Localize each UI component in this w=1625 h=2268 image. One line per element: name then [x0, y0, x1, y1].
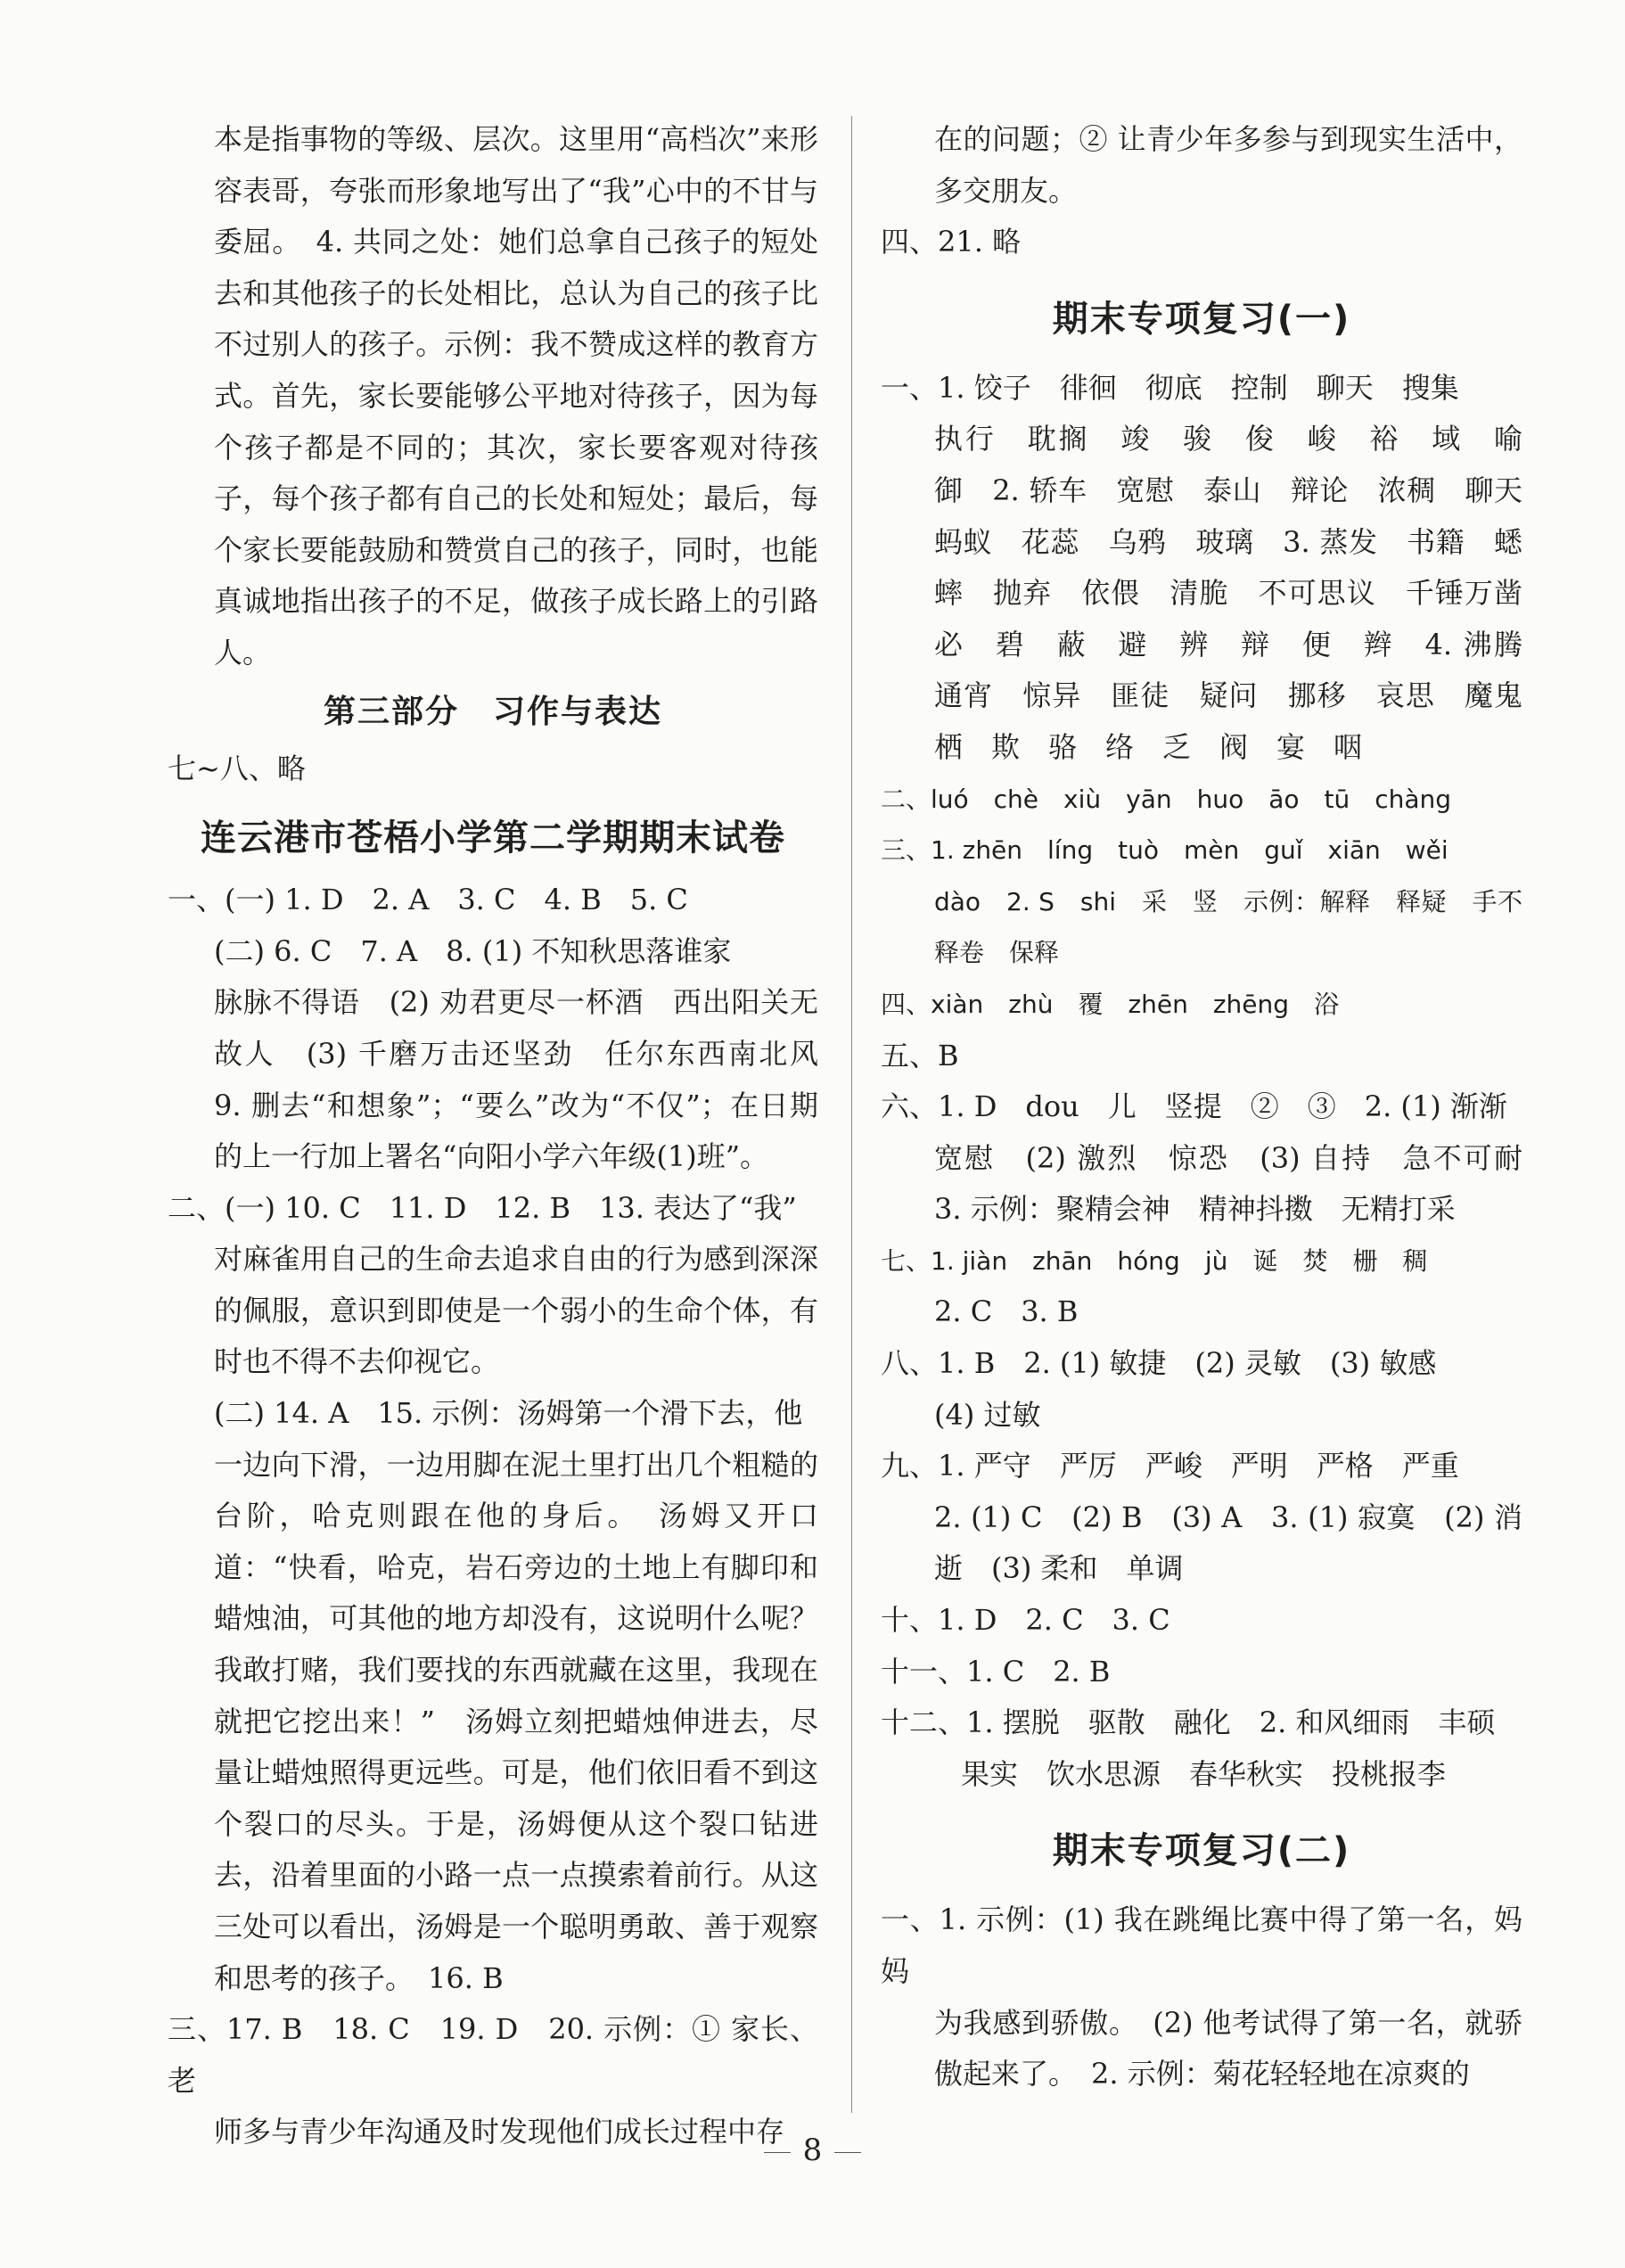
- answer-line: 二、luó chè xiù yān huo āo tū chàng: [881, 784, 1452, 814]
- review-title-1: 期末专项复习(一): [1052, 298, 1351, 340]
- left-column: [168, 114, 848, 2158]
- answer-line: 师多与青少年沟通及时发现他们成长过程中存: [214, 2115, 785, 2149]
- answer-line: 八、1. B 2. (1) 敏捷 (2) 灵敏 (3) 敏感: [881, 1346, 1437, 1381]
- page-dash-left: [764, 2152, 791, 2153]
- answer-paragraph: dào 2. S shi 采 竖 示例：解释 释疑 手不释卷 保释: [934, 886, 1522, 968]
- answer-line: (二) 6. C 7. A 8. (1) 不知秋思落谁家: [214, 933, 732, 968]
- answer-paragraph: 一边向下滑，一边用脚在泥土里打出几个粗糙的台阶，哈克则跟在他的身后。 汤姆又开口道：“快看，哈克，岩石旁边的土地上有脚印和蜡烛油，可其他的地方却没有，这说明什么呢？我敢打赌，我们要找的东西就藏在这里，我现在就把它挖出来！” 汤姆立刻把蜡烛伸进去，尽量让蜡烛照得更远些。可是，他们依旧看不到这个裂口的尽头。于是，汤姆便从这个裂口钻进去，沿着里面的小路一点一点摸索着前行。从这三处可以看出，汤姆是一个聪明勇敢、善于观察和思考的孩子。 16. B: [214, 1447, 818, 1995]
- answer-line: 五、B: [881, 1038, 959, 1072]
- answer-line: 七~八、略: [168, 751, 306, 785]
- answer-line: 二、(一) 10. C 11. D 12. B 13. 表达了“我”: [168, 1190, 797, 1225]
- answer-line: 一、1. 示例：(1) 我在跳绳比赛中得了第一名，妈妈: [881, 1902, 1522, 1988]
- answer-paragraph: 对麻雀用自己的生命去追求自由的行为感到深深的佩服，意识到即使是一个弱小的生命个体，有时也不得不去仰视它。: [214, 1242, 818, 1379]
- answer-line: 七、1. jiàn zhān hóng jù 诞 焚 栅 稠: [881, 1245, 1428, 1276]
- answer-paragraph: 在的问题；② 让青少年多参与到现实生活中，多交朋友。: [934, 122, 1522, 208]
- answer-line: 六、1. D dou 儿 竖提 ② ③ 2. (1) 渐渐: [881, 1089, 1507, 1124]
- answer-paragraph: 2. (1) C (2) B (3) A 3. (1) 寂寞 (2) 消逝 (3) 柔和 单调: [934, 1500, 1522, 1586]
- answer-paragraph: 为我感到骄傲。 (2) 他考试得了第一名，就骄傲起来了。 2. 示例：菊花轻轻地在凉爽的: [934, 2005, 1522, 2091]
- answer-line: 一、(一) 1. D 2. A 3. C 4. B 5. C: [168, 883, 688, 917]
- page-number: [0, 2132, 1625, 2168]
- answer-paragraph: 脉脉不得语 (2) 劝君更尽一杯酒 西出阳关无故人 (3) 千磨万击还坚劲 任尔东西南北风 9. 删去“和想象”；“要么”改为“不仅”；在日期的上一行加上署名“向阳小学六年级(1)班”。: [214, 985, 848, 1174]
- answer-line: (4) 过敏: [934, 1397, 1041, 1432]
- answer-line: 十、1. D 2. C 3. C: [881, 1603, 1170, 1638]
- answer-line: 果实 饮水思源 春华秋实 投桃报李: [961, 1756, 1447, 1791]
- answer-line: 2. C 3. B: [934, 1294, 1079, 1329]
- answer-line: 三、1. zhēn líng tuò mèn guǐ xiān wěi: [881, 835, 1449, 866]
- answer-line: 一、1. 饺子 徘徊 彻底 控制 聊天 搜集: [881, 370, 1459, 405]
- answer-line: 四、21. 略: [881, 225, 1022, 259]
- exam-title: 连云港市苍梧小学第二学期期末试卷: [201, 818, 785, 859]
- answer-line: 三、17. B 18. C 19. D 20. 示例：① 家长、老: [168, 2012, 818, 2098]
- section-title: 第三部分 习作与表达: [323, 693, 662, 730]
- answer-paragraph: 宽慰 (2) 激烈 惊恐 (3) 自持 急不可耐 3. 示例：聚精会神 精神抖擞 无精打采: [934, 1140, 1552, 1227]
- answer-line: (二) 14. A 15. 示例：汤姆第一个滑下去，他: [214, 1396, 803, 1431]
- answer-line: 十二、1. 摆脱 驱散 融化 2. 和风细雨 丰硕: [881, 1705, 1496, 1740]
- page-number-text: 8: [802, 2132, 823, 2168]
- answer-line: 九、1. 严守 严厉 严峻 严明 严格 严重: [881, 1449, 1459, 1483]
- column-divider: [851, 116, 852, 2113]
- page-dash-right: [834, 2152, 861, 2153]
- answer-paragraph: 执行 耽搁 竣 骏 俊 峻 裕 域 喻 御 2. 轿车 宽慰 泰山 辩论 浓稠 聊天 蚂蚁 花蕊 乌鸦 玻璃 3. 蒸发 书籍 蟋蟀 抛弃 依偎 清脆 不可思议 千锤万凿 必 碧 蔽 避 辨 辩 便 辫 4. 沸腾 通宵 惊异 匪徒 疑问 挪移 哀思 魔鬼 栖 欺 骆 络 乏 阀 宴 咽: [934, 422, 1552, 764]
- review-title-2: 期末专项复习(二): [1052, 1830, 1351, 1872]
- right-column: [881, 114, 1552, 2100]
- answer-line: 十一、1. C 2. B: [881, 1654, 1111, 1689]
- answer-paragraph: 本是指事物的等级、层次。这里用“高档次”来形容表哥，夸张而形象地写出了“我”心中的不甘与委屈。 4. 共同之处：她们总拿自己孩子的短处去和其他孩子的长处相比，总认为自己的孩子比不过别人的孩子。示例：我不赞成这样的教育方式。首先，家长要能够公平地对待孩子，因为每个孩子都是不同的；其次，家长要客观对待孩子，每个孩子都有自己的长处和短处；最后，每个家长要能鼓励和赞赏自己的孩子，同时，也能真诚地指出孩子的不足，做孩子成长路上的引路人。: [214, 122, 818, 670]
- answer-line: 四、xiàn zhù 覆 zhēn zhēng 浴: [881, 989, 1340, 1019]
